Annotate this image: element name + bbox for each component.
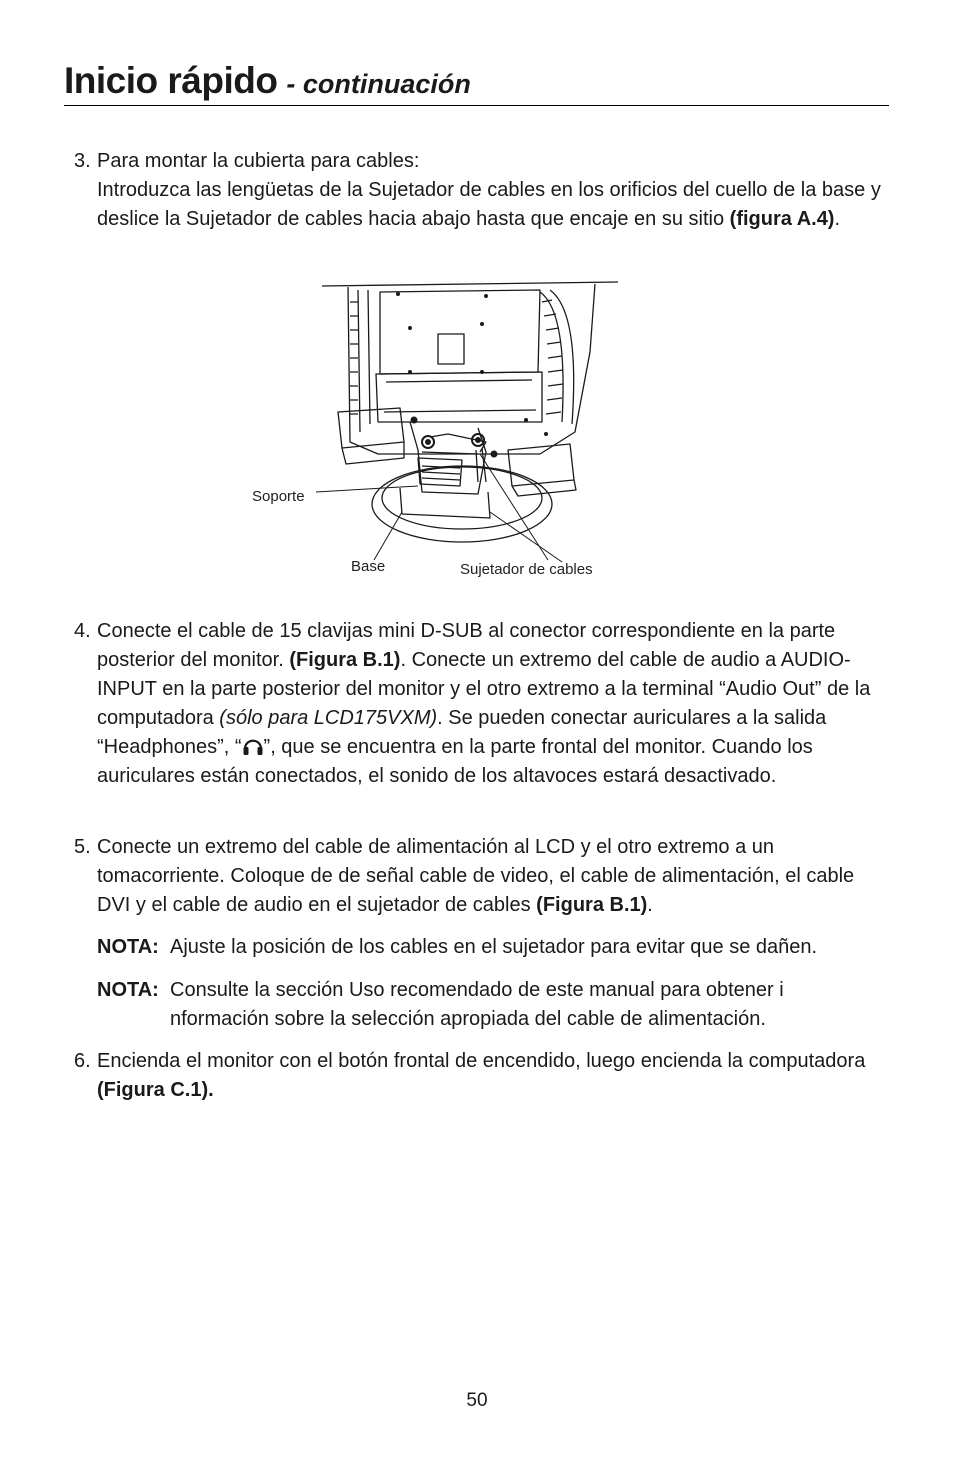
- step-5-end: .: [647, 894, 653, 916]
- title-rule: [64, 105, 889, 106]
- page-number: 50: [466, 1390, 488, 1411]
- step-4: [74, 617, 884, 791]
- title-subtitle: - continuación: [286, 69, 471, 99]
- page-title: [64, 60, 471, 102]
- step-3-heading: Para montar la cubierta para cables:: [97, 150, 420, 172]
- step-5: [74, 833, 884, 920]
- note-1-text: Ajuste la posición de los cables en el sujetador para evitar que se dañen.: [170, 936, 818, 958]
- step-4-figure-ref: (Figura B.1): [289, 649, 401, 671]
- step-3-figure-ref: (figura A.4): [729, 208, 835, 230]
- note-2-label: NOTA:: [97, 979, 159, 1001]
- note-2: [97, 976, 887, 1034]
- step-4-text: [74, 617, 884, 791]
- step-3-number: 3.: [74, 150, 91, 172]
- step-3-end: .: [834, 208, 841, 230]
- headphones-icon: [242, 736, 264, 756]
- step-5-number: 5.: [74, 836, 91, 858]
- step-3-body: Introduzca las lengüetas de la Sujetador de cables en los orificios del cuello de la base y deslice la Sujetador de cables hacia abajo hasta que encaje en su sitio: [97, 179, 881, 230]
- step-4-part-b: . Conecte un extremo del cable de audio a AUDIO-INPUT en la parte posterior del monitor y el otro extremo a la terminal “Audio Out” de la computadora: [97, 649, 871, 729]
- step-3: [74, 147, 884, 234]
- label-base: Base: [351, 558, 386, 575]
- step-6-text: [74, 1047, 884, 1105]
- label-sujetador: Sujetador de cables: [460, 561, 593, 578]
- step-6-number: 6.: [74, 1050, 91, 1072]
- step-6-body: Encienda el monitor con el botón frontal de encendido, luego encienda la computadora: [97, 1050, 866, 1072]
- step-4-number: 4.: [74, 620, 91, 642]
- note-1-label: NOTA:: [97, 936, 159, 958]
- note-2-text: Consulte la sección Uso recomendado de este manual para obtener i nformación sobre la selección apropiada del cable de alimentación.: [170, 979, 784, 1030]
- step-4-part-d: ”, que se encuentra en la parte frontal del monitor. Cuando los auriculares están conectados, el sonido de los altavoces estará desactivado.: [97, 736, 813, 787]
- step-5-figure-ref: (Figura B.1): [536, 894, 648, 916]
- step-4-part-c: . Se pueden conectar auriculares a la salida “Headphones”, “: [97, 707, 827, 758]
- title-main: Inicio rápido: [64, 60, 278, 101]
- step-3-text: [74, 147, 884, 234]
- figure-monitor-rear: [250, 272, 630, 592]
- monitor-illustration: [250, 272, 630, 592]
- step-6-figure-ref: (Figura C.1).: [97, 1079, 214, 1101]
- step-4-part-a: Conecte el cable de 15 clavijas mini D-SUB al conector correspondiente en la parte posterior del monitor.: [97, 620, 836, 671]
- step-4-model-note: (sólo para LCD175VXM): [219, 707, 438, 729]
- label-soporte: Soporte: [252, 488, 305, 505]
- step-5-text: [74, 833, 884, 920]
- step-5-body: Conecte un extremo del cable de alimentación al LCD y el otro extremo a un tomacorriente. Coloque de de señal cable de video, el cable de alimentación, el cable DVI y el cable de audio en el sujetador de cables: [97, 836, 855, 916]
- note-1: [97, 933, 887, 962]
- step-6: [74, 1047, 884, 1105]
